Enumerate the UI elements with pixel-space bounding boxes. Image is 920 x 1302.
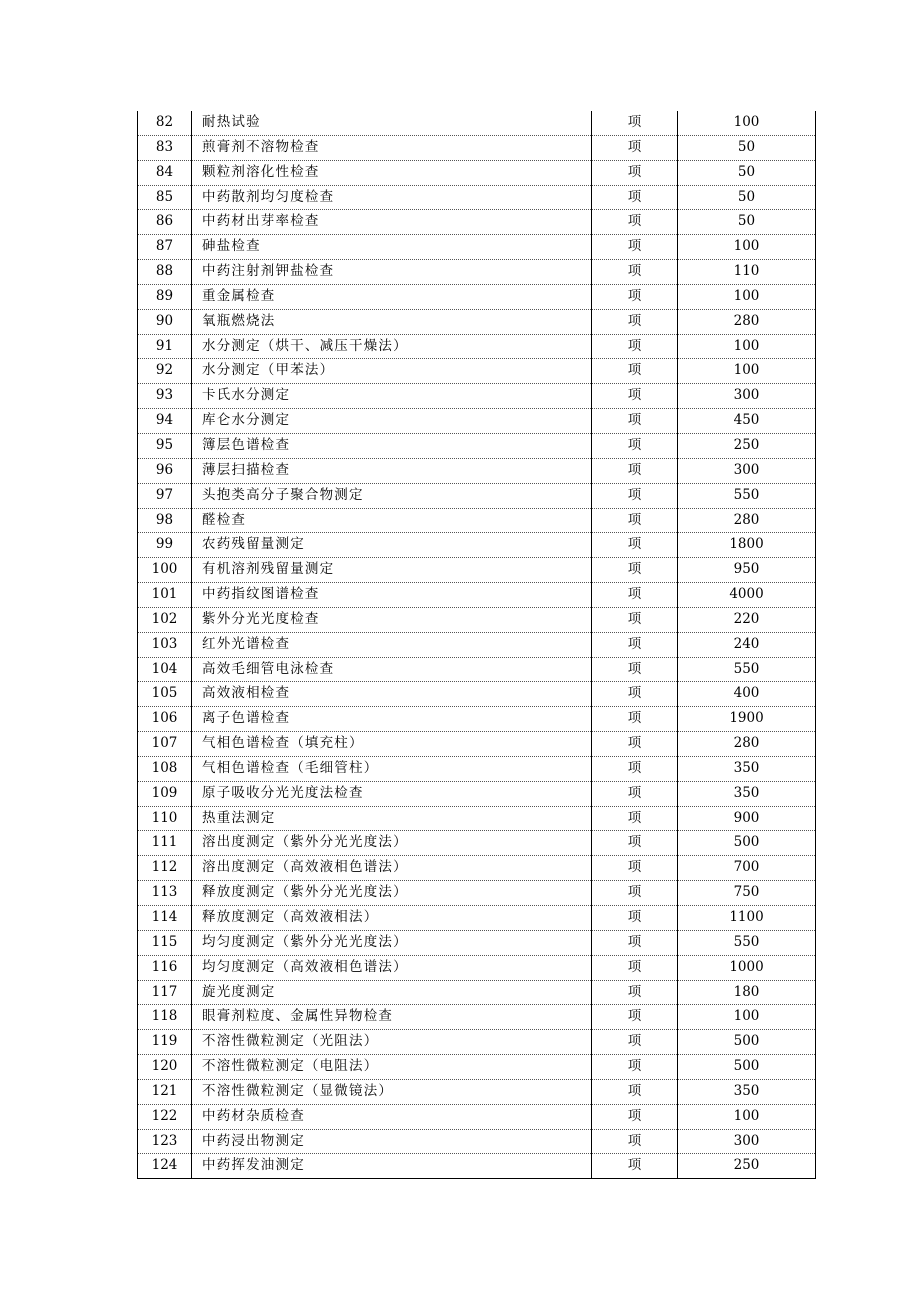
table-row — [138, 433, 816, 458]
price: 950 — [678, 558, 816, 583]
table-row — [138, 458, 816, 483]
price: 500 — [678, 1030, 816, 1055]
row-number: 111 — [138, 831, 192, 856]
fee-table — [137, 111, 816, 1179]
item-name: 释放度测定（紫外分光光度法） — [192, 881, 592, 906]
price: 50 — [678, 210, 816, 235]
unit: 项 — [592, 284, 678, 309]
item-name: 溶出度测定（高效液相色谱法） — [192, 856, 592, 881]
row-number: 86 — [138, 210, 192, 235]
item-name: 重金属检查 — [192, 284, 592, 309]
row-number: 117 — [138, 980, 192, 1005]
price: 750 — [678, 881, 816, 906]
price: 4000 — [678, 583, 816, 608]
row-number: 107 — [138, 732, 192, 757]
price: 240 — [678, 632, 816, 657]
item-name: 红外光谱检查 — [192, 632, 592, 657]
table-row — [138, 1055, 816, 1080]
price: 450 — [678, 409, 816, 434]
table-row — [138, 831, 816, 856]
unit: 项 — [592, 707, 678, 732]
price: 1900 — [678, 707, 816, 732]
row-number: 104 — [138, 657, 192, 682]
row-number: 103 — [138, 632, 192, 657]
unit: 项 — [592, 806, 678, 831]
price: 1100 — [678, 906, 816, 931]
row-number: 92 — [138, 359, 192, 384]
item-name: 均匀度测定（高效液相色谱法） — [192, 955, 592, 980]
item-name: 不溶性微粒测定（电阻法） — [192, 1055, 592, 1080]
row-number: 88 — [138, 260, 192, 285]
table-row — [138, 756, 816, 781]
table-row — [138, 1129, 816, 1154]
table-row — [138, 980, 816, 1005]
item-name: 离子色谱检查 — [192, 707, 592, 732]
row-number: 89 — [138, 284, 192, 309]
item-name: 煎膏剂不溶物检查 — [192, 135, 592, 160]
table-row — [138, 284, 816, 309]
item-name: 中药注射剂钾盐检查 — [192, 260, 592, 285]
item-name: 卡氏水分测定 — [192, 384, 592, 409]
unit: 项 — [592, 483, 678, 508]
item-name: 薄层扫描检查 — [192, 458, 592, 483]
price: 350 — [678, 1079, 816, 1104]
table-row — [138, 607, 816, 632]
unit: 项 — [592, 558, 678, 583]
row-number: 124 — [138, 1154, 192, 1179]
table-row — [138, 732, 816, 757]
row-number: 110 — [138, 806, 192, 831]
unit: 项 — [592, 433, 678, 458]
table-row — [138, 160, 816, 185]
item-name: 库仑水分测定 — [192, 409, 592, 434]
row-number: 90 — [138, 309, 192, 334]
price: 300 — [678, 1129, 816, 1154]
table-row — [138, 384, 816, 409]
unit: 项 — [592, 1030, 678, 1055]
price: 900 — [678, 806, 816, 831]
row-number: 118 — [138, 1005, 192, 1030]
item-name: 中药浸出物测定 — [192, 1129, 592, 1154]
unit: 项 — [592, 632, 678, 657]
table-row — [138, 955, 816, 980]
item-name: 气相色谱检查（填充柱） — [192, 732, 592, 757]
fee-table-container — [137, 111, 815, 1179]
price: 100 — [678, 1104, 816, 1129]
price: 400 — [678, 682, 816, 707]
price: 100 — [678, 334, 816, 359]
unit: 项 — [592, 682, 678, 707]
table-row — [138, 930, 816, 955]
item-name: 氧瓶燃烧法 — [192, 309, 592, 334]
price: 250 — [678, 433, 816, 458]
row-number: 84 — [138, 160, 192, 185]
table-row — [138, 533, 816, 558]
unit: 项 — [592, 781, 678, 806]
row-number: 100 — [138, 558, 192, 583]
unit: 项 — [592, 384, 678, 409]
row-number: 91 — [138, 334, 192, 359]
table-row — [138, 334, 816, 359]
item-name: 释放度测定（高效液相法） — [192, 906, 592, 931]
item-name: 水分测定（烘干、减压干燥法） — [192, 334, 592, 359]
table-row — [138, 1079, 816, 1104]
row-number: 121 — [138, 1079, 192, 1104]
item-name: 旋光度测定 — [192, 980, 592, 1005]
unit: 项 — [592, 756, 678, 781]
price: 500 — [678, 831, 816, 856]
table-row — [138, 210, 816, 235]
table-row — [138, 1154, 816, 1179]
table-row — [138, 881, 816, 906]
fee-table-body — [138, 111, 816, 1179]
price: 280 — [678, 732, 816, 757]
table-row — [138, 508, 816, 533]
unit: 项 — [592, 508, 678, 533]
table-row — [138, 558, 816, 583]
row-number: 120 — [138, 1055, 192, 1080]
table-row — [138, 309, 816, 334]
row-number: 97 — [138, 483, 192, 508]
table-row — [138, 111, 816, 135]
table-row — [138, 1030, 816, 1055]
item-name: 溶出度测定（紫外分光光度法） — [192, 831, 592, 856]
row-number: 93 — [138, 384, 192, 409]
table-row — [138, 806, 816, 831]
table-row — [138, 135, 816, 160]
price: 180 — [678, 980, 816, 1005]
unit: 项 — [592, 906, 678, 931]
price: 220 — [678, 607, 816, 632]
row-number: 112 — [138, 856, 192, 881]
item-name: 均匀度测定（紫外分光光度法） — [192, 930, 592, 955]
row-number: 123 — [138, 1129, 192, 1154]
item-name: 醛检查 — [192, 508, 592, 533]
table-row — [138, 260, 816, 285]
unit: 项 — [592, 607, 678, 632]
unit: 项 — [592, 657, 678, 682]
table-row — [138, 781, 816, 806]
table-row — [138, 1104, 816, 1129]
unit: 项 — [592, 111, 678, 135]
row-number: 109 — [138, 781, 192, 806]
item-name: 簿层色谱检查 — [192, 433, 592, 458]
row-number: 82 — [138, 111, 192, 135]
row-number: 95 — [138, 433, 192, 458]
unit: 项 — [592, 458, 678, 483]
row-number: 83 — [138, 135, 192, 160]
price: 500 — [678, 1055, 816, 1080]
price: 280 — [678, 309, 816, 334]
row-number: 99 — [138, 533, 192, 558]
row-number: 114 — [138, 906, 192, 931]
price: 100 — [678, 235, 816, 260]
row-number: 108 — [138, 756, 192, 781]
row-number: 122 — [138, 1104, 192, 1129]
unit: 项 — [592, 260, 678, 285]
table-row — [138, 1005, 816, 1030]
table-row — [138, 409, 816, 434]
item-name: 耐热试验 — [192, 111, 592, 135]
item-name: 不溶性微粒测定（光阻法） — [192, 1030, 592, 1055]
price: 350 — [678, 781, 816, 806]
price: 50 — [678, 185, 816, 210]
item-name: 中药材出芽率检查 — [192, 210, 592, 235]
row-number: 106 — [138, 707, 192, 732]
price: 300 — [678, 384, 816, 409]
item-name: 不溶性微粒测定（显微镜法） — [192, 1079, 592, 1104]
row-number: 105 — [138, 682, 192, 707]
unit: 项 — [592, 135, 678, 160]
unit: 项 — [592, 359, 678, 384]
unit: 项 — [592, 1079, 678, 1104]
table-row — [138, 483, 816, 508]
item-name: 中药挥发油测定 — [192, 1154, 592, 1179]
unit: 项 — [592, 1104, 678, 1129]
row-number: 113 — [138, 881, 192, 906]
unit: 项 — [592, 235, 678, 260]
unit: 项 — [592, 533, 678, 558]
item-name: 眼膏剂粒度、金属性异物检查 — [192, 1005, 592, 1030]
table-row — [138, 359, 816, 384]
row-number: 94 — [138, 409, 192, 434]
unit: 项 — [592, 210, 678, 235]
item-name: 中药散剂均匀度检查 — [192, 185, 592, 210]
table-row — [138, 632, 816, 657]
row-number: 115 — [138, 930, 192, 955]
item-name: 砷盐检查 — [192, 235, 592, 260]
unit: 项 — [592, 732, 678, 757]
table-row — [138, 682, 816, 707]
item-name: 中药指纹图谱检查 — [192, 583, 592, 608]
table-row — [138, 707, 816, 732]
item-name: 颗粒剂溶化性检查 — [192, 160, 592, 185]
item-name: 中药材杂质检查 — [192, 1104, 592, 1129]
row-number: 102 — [138, 607, 192, 632]
price: 280 — [678, 508, 816, 533]
item-name: 农药残留量测定 — [192, 533, 592, 558]
unit: 项 — [592, 856, 678, 881]
price: 100 — [678, 111, 816, 135]
item-name: 气相色谱检查（毛细管柱） — [192, 756, 592, 781]
row-number: 119 — [138, 1030, 192, 1055]
table-row — [138, 235, 816, 260]
item-name: 头抱类高分子聚合物测定 — [192, 483, 592, 508]
price: 250 — [678, 1154, 816, 1179]
price: 110 — [678, 260, 816, 285]
unit: 项 — [592, 1129, 678, 1154]
price: 100 — [678, 1005, 816, 1030]
row-number: 101 — [138, 583, 192, 608]
price: 700 — [678, 856, 816, 881]
unit: 项 — [592, 1005, 678, 1030]
price: 50 — [678, 160, 816, 185]
unit: 项 — [592, 309, 678, 334]
price: 50 — [678, 135, 816, 160]
price: 1800 — [678, 533, 816, 558]
unit: 项 — [592, 1055, 678, 1080]
price: 550 — [678, 483, 816, 508]
table-row — [138, 856, 816, 881]
unit: 项 — [592, 980, 678, 1005]
price: 550 — [678, 930, 816, 955]
table-row — [138, 657, 816, 682]
item-name: 高效毛细管电泳检查 — [192, 657, 592, 682]
table-row — [138, 906, 816, 931]
row-number: 87 — [138, 235, 192, 260]
item-name: 紫外分光光度检查 — [192, 607, 592, 632]
item-name: 热重法测定 — [192, 806, 592, 831]
price: 350 — [678, 756, 816, 781]
unit: 项 — [592, 1154, 678, 1179]
row-number: 96 — [138, 458, 192, 483]
unit: 项 — [592, 185, 678, 210]
item-name: 高效液相检查 — [192, 682, 592, 707]
unit: 项 — [592, 160, 678, 185]
item-name: 水分测定（甲苯法） — [192, 359, 592, 384]
row-number: 116 — [138, 955, 192, 980]
price: 1000 — [678, 955, 816, 980]
row-number: 85 — [138, 185, 192, 210]
unit: 项 — [592, 409, 678, 434]
table-row — [138, 185, 816, 210]
row-number: 98 — [138, 508, 192, 533]
price: 100 — [678, 284, 816, 309]
unit: 项 — [592, 583, 678, 608]
unit: 项 — [592, 955, 678, 980]
item-name: 原子吸收分光光度法检查 — [192, 781, 592, 806]
unit: 项 — [592, 831, 678, 856]
price: 300 — [678, 458, 816, 483]
unit: 项 — [592, 881, 678, 906]
unit: 项 — [592, 930, 678, 955]
price: 100 — [678, 359, 816, 384]
table-row — [138, 583, 816, 608]
unit: 项 — [592, 334, 678, 359]
price: 550 — [678, 657, 816, 682]
item-name: 有机溶剂残留量测定 — [192, 558, 592, 583]
